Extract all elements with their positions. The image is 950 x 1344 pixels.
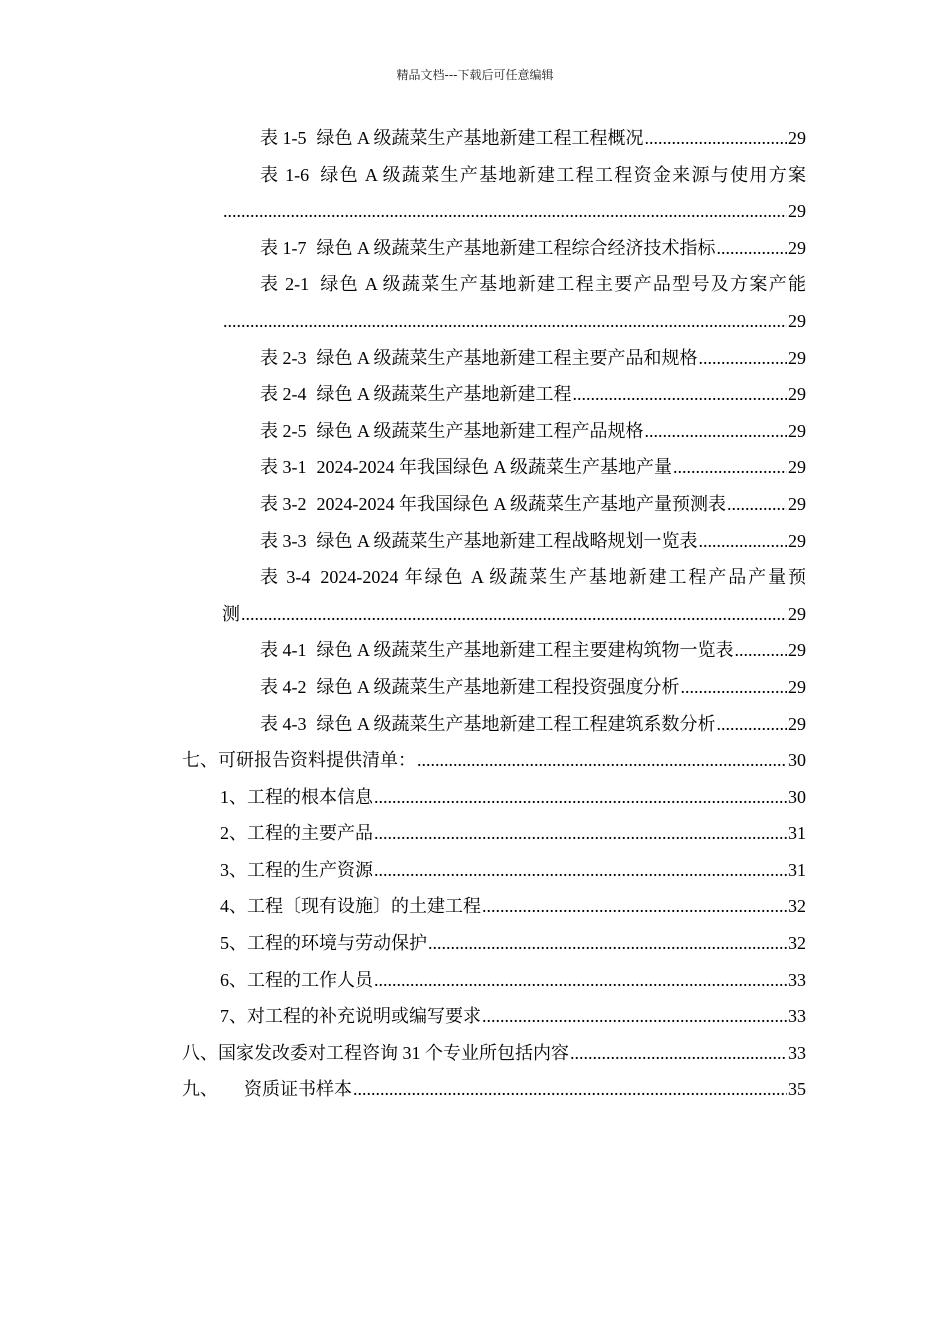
toc-entry-title: 3、工程的生产资源	[220, 859, 373, 880]
toc-entry-label: 表 3-3	[260, 530, 307, 551]
toc-page-number: 29	[788, 128, 806, 148]
toc-page-number: 29	[788, 713, 806, 734]
toc-entry[interactable]	[182, 998, 806, 1035]
toc-entry-line	[182, 559, 806, 596]
toc-entry[interactable]	[182, 815, 806, 852]
toc-leader-dots	[482, 998, 787, 1035]
toc-entry-title: 5、工程的环境与劳动保护	[220, 933, 427, 954]
toc-entry[interactable]	[182, 340, 806, 377]
toc-entry-line	[182, 852, 806, 889]
toc-leader-dots	[681, 669, 787, 706]
toc-page-number: 29	[788, 676, 806, 697]
toc-entry-title: 2024-2024 年绿色 A 级蔬菜生产基地新建工程产品产量预	[320, 567, 806, 588]
toc-entry-line	[182, 266, 806, 303]
toc-entry-text	[260, 486, 726, 523]
toc-leader-dots	[699, 523, 787, 560]
toc-entry[interactable]	[182, 120, 806, 157]
toc-entry-label: 表 4-3	[260, 713, 307, 734]
toc-entry-text	[220, 925, 427, 962]
toc-page-number: 29	[788, 457, 806, 478]
toc-entry-label: 表 4-1	[260, 640, 307, 661]
toc-page-number: 30	[788, 786, 806, 807]
toc-page-number: 33	[788, 1006, 806, 1027]
toc-entry[interactable]	[182, 523, 806, 560]
toc-entry-text	[260, 706, 716, 743]
toc-entry[interactable]	[182, 230, 806, 267]
toc-entry-text	[260, 449, 672, 486]
toc-entry-text	[260, 523, 698, 560]
toc-leader-dots	[570, 1035, 787, 1072]
toc-entry-line	[182, 998, 806, 1035]
toc-entry-label: 表 1-5	[260, 128, 307, 148]
toc-entry[interactable]	[182, 449, 806, 486]
toc-page-number: 32	[788, 933, 806, 954]
toc-entry-line	[182, 1035, 806, 1072]
table-of-contents	[182, 120, 806, 1108]
toc-entry[interactable]	[182, 1071, 806, 1108]
toc-entry-title: 2024-2024 年我国绿色 A 级蔬菜生产基地产量预测表	[316, 493, 726, 514]
toc-entry-text	[260, 413, 644, 450]
toc-page-number: 29	[788, 530, 806, 551]
toc-entry-title: 6、工程的工作人员	[220, 969, 373, 990]
toc-entry-line	[182, 779, 806, 816]
toc-entry[interactable]	[182, 413, 806, 450]
toc-entry-text	[260, 669, 680, 706]
toc-page-number: 29	[788, 201, 806, 222]
toc-leader-dots	[735, 632, 787, 669]
toc-leader-dots	[645, 120, 787, 157]
toc-entry-line	[182, 230, 806, 267]
toc-leader-dots	[727, 486, 787, 523]
toc-entry-title: 2、工程的主要产品	[220, 823, 373, 844]
toc-entry-title: 绿色 A 级蔬菜生产基地新建工程工程概况	[316, 128, 644, 148]
toc-entry-line	[182, 596, 806, 633]
toc-entry-label: 表 2-4	[260, 384, 307, 405]
toc-page-number: 35	[788, 1079, 806, 1100]
toc-entry-line	[182, 340, 806, 377]
toc-page-number: 29	[788, 237, 806, 258]
toc-entry[interactable]	[182, 706, 806, 743]
toc-entry-title: 绿色 A 级蔬菜生产基地新建工程综合经济技术指标	[316, 237, 716, 258]
toc-leader-dots	[717, 230, 787, 267]
toc-entry[interactable]	[182, 376, 806, 413]
toc-entry-line	[182, 1071, 806, 1108]
toc-entry[interactable]	[182, 559, 806, 632]
toc-leader-dots	[223, 303, 787, 340]
toc-entry-title: 绿色 A 级蔬菜生产基地新建工程主要产品型号及方案产能	[319, 274, 806, 295]
toc-entry-label: 九、	[182, 1079, 218, 1100]
toc-leader-dots	[241, 596, 787, 633]
toc-entry-label: 表 2-1	[260, 274, 310, 295]
toc-entry-line	[182, 449, 806, 486]
toc-entry-title: 绿色 A 级蔬菜生产基地新建工程产品规格	[316, 420, 644, 441]
toc-entry-title: 资质证书样本	[244, 1079, 352, 1100]
toc-entry[interactable]	[182, 888, 806, 925]
toc-leader-dots	[374, 815, 787, 852]
toc-page-number: 29	[788, 310, 806, 331]
toc-entry-line	[182, 523, 806, 560]
toc-entry-label: 表 1-6	[260, 164, 310, 185]
toc-leader-dots	[717, 706, 787, 743]
toc-entry-title: 绿色 A 级蔬菜生产基地新建工程工程建筑系数分析	[316, 713, 716, 734]
toc-entry[interactable]	[182, 266, 806, 339]
toc-entry-line	[182, 376, 806, 413]
toc-entry-title: 绿色 A 级蔬菜生产基地新建工程工程资金来源与使用方案	[319, 164, 806, 185]
toc-entry[interactable]	[182, 1035, 806, 1072]
toc-entry-text	[220, 888, 481, 925]
toc-page-number: 29	[788, 347, 806, 368]
toc-entry[interactable]	[182, 925, 806, 962]
toc-entry-title: 绿色 A 级蔬菜生产基地新建工程投资强度分析	[316, 676, 680, 697]
toc-entry-line	[182, 632, 806, 669]
toc-entry-text	[182, 1035, 569, 1072]
toc-entry-line	[182, 303, 806, 340]
toc-leader-dots	[482, 888, 787, 925]
toc-page-number: 29	[788, 384, 806, 405]
toc-entry-title: 1、工程的根本信息	[220, 786, 373, 807]
toc-page-number: 29	[788, 420, 806, 441]
toc-page-number: 33	[788, 1042, 806, 1063]
toc-entry-title: 绿色 A 级蔬菜生产基地新建工程主要建构筑物一览表	[316, 640, 734, 661]
toc-entry-line	[182, 157, 806, 194]
toc-leader-dots	[645, 413, 787, 450]
toc-entry-text	[220, 852, 373, 889]
toc-entry-title: 八、国家发改委对工程咨询 31 个专业所包括内容	[182, 1042, 569, 1063]
toc-entry[interactable]	[182, 779, 806, 816]
toc-page-number: 29	[788, 603, 806, 624]
toc-entry-text	[220, 998, 481, 1035]
toc-entry[interactable]	[182, 157, 806, 230]
toc-entry-text	[182, 1071, 352, 1108]
toc-leader-dots	[374, 779, 787, 816]
toc-page-number: 31	[788, 823, 806, 844]
toc-entry-text	[220, 962, 373, 999]
toc-leader-dots	[353, 1071, 787, 1108]
toc-leader-dots	[223, 193, 787, 230]
toc-entry-label: 表 3-4	[260, 567, 311, 588]
toc-entry-label: 表 1-7	[260, 237, 307, 258]
toc-entry-title: 绿色 A 级蔬菜生产基地新建工程主要产品和规格	[316, 347, 698, 368]
toc-entry-text	[220, 815, 373, 852]
page-header: 精品文档---下载后可任意编辑	[396, 68, 554, 82]
toc-entry-title: 绿色 A 级蔬菜生产基地新建工程	[316, 384, 572, 405]
toc-entry-title: 七、可研报告资料提供清单：	[182, 750, 416, 771]
toc-entry-title: 绿色 A 级蔬菜生产基地新建工程战略规划一览表	[316, 530, 698, 551]
toc-entry-title-tail: 测	[222, 603, 240, 624]
toc-entry-line	[182, 888, 806, 925]
toc-page-number: 30	[788, 750, 806, 771]
toc-entry-label: 表 3-1	[260, 457, 307, 478]
toc-page-number: 29	[788, 640, 806, 661]
toc-entry-line	[182, 669, 806, 706]
toc-leader-dots	[573, 376, 787, 413]
toc-entry[interactable]	[182, 632, 806, 669]
toc-entry-label: 表 4-2	[260, 676, 307, 697]
toc-entry-title: 4、工程〔现有设施〕的土建工程	[220, 896, 481, 917]
toc-entry-line	[182, 742, 806, 779]
toc-entry-line	[182, 413, 806, 450]
toc-page-number: 31	[788, 859, 806, 880]
toc-entry-line	[182, 706, 806, 743]
toc-entry-line	[182, 486, 806, 523]
toc-entry-text	[260, 340, 698, 377]
toc-entry-text	[260, 632, 734, 669]
toc-entry-label: 表 3-2	[260, 493, 307, 514]
toc-entry-line	[182, 815, 806, 852]
toc-entry-label: 表 2-3	[260, 347, 307, 368]
toc-entry-line	[182, 962, 806, 999]
toc-leader-dots	[428, 925, 787, 962]
toc-entry-title: 2024-2024 年我国绿色 A 级蔬菜生产基地产量	[316, 457, 672, 478]
toc-leader-dots	[374, 962, 787, 999]
toc-leader-dots	[374, 852, 787, 889]
toc-leader-dots	[673, 449, 787, 486]
toc-entry[interactable]	[182, 486, 806, 523]
toc-entry-text	[260, 120, 644, 157]
toc-entry-text	[260, 230, 716, 267]
toc-entry-title: 7、对工程的补充说明或编写要求	[220, 1006, 481, 1027]
toc-entry-text	[260, 376, 572, 413]
toc-entry-line	[182, 925, 806, 962]
toc-entry[interactable]	[182, 669, 806, 706]
toc-page-number: 32	[788, 896, 806, 917]
toc-entry[interactable]	[182, 852, 806, 889]
toc-entry-label: 表 2-5	[260, 420, 307, 441]
toc-page-number: 33	[788, 969, 806, 990]
toc-entry[interactable]	[182, 742, 806, 779]
toc-entry-text	[220, 779, 373, 816]
toc-entry-line	[182, 193, 806, 230]
toc-leader-dots	[417, 742, 787, 779]
toc-entry-text	[182, 742, 416, 779]
toc-entry[interactable]	[182, 962, 806, 999]
toc-page-number: 29	[788, 493, 806, 514]
toc-entry-line	[182, 120, 806, 157]
toc-leader-dots	[699, 340, 787, 377]
